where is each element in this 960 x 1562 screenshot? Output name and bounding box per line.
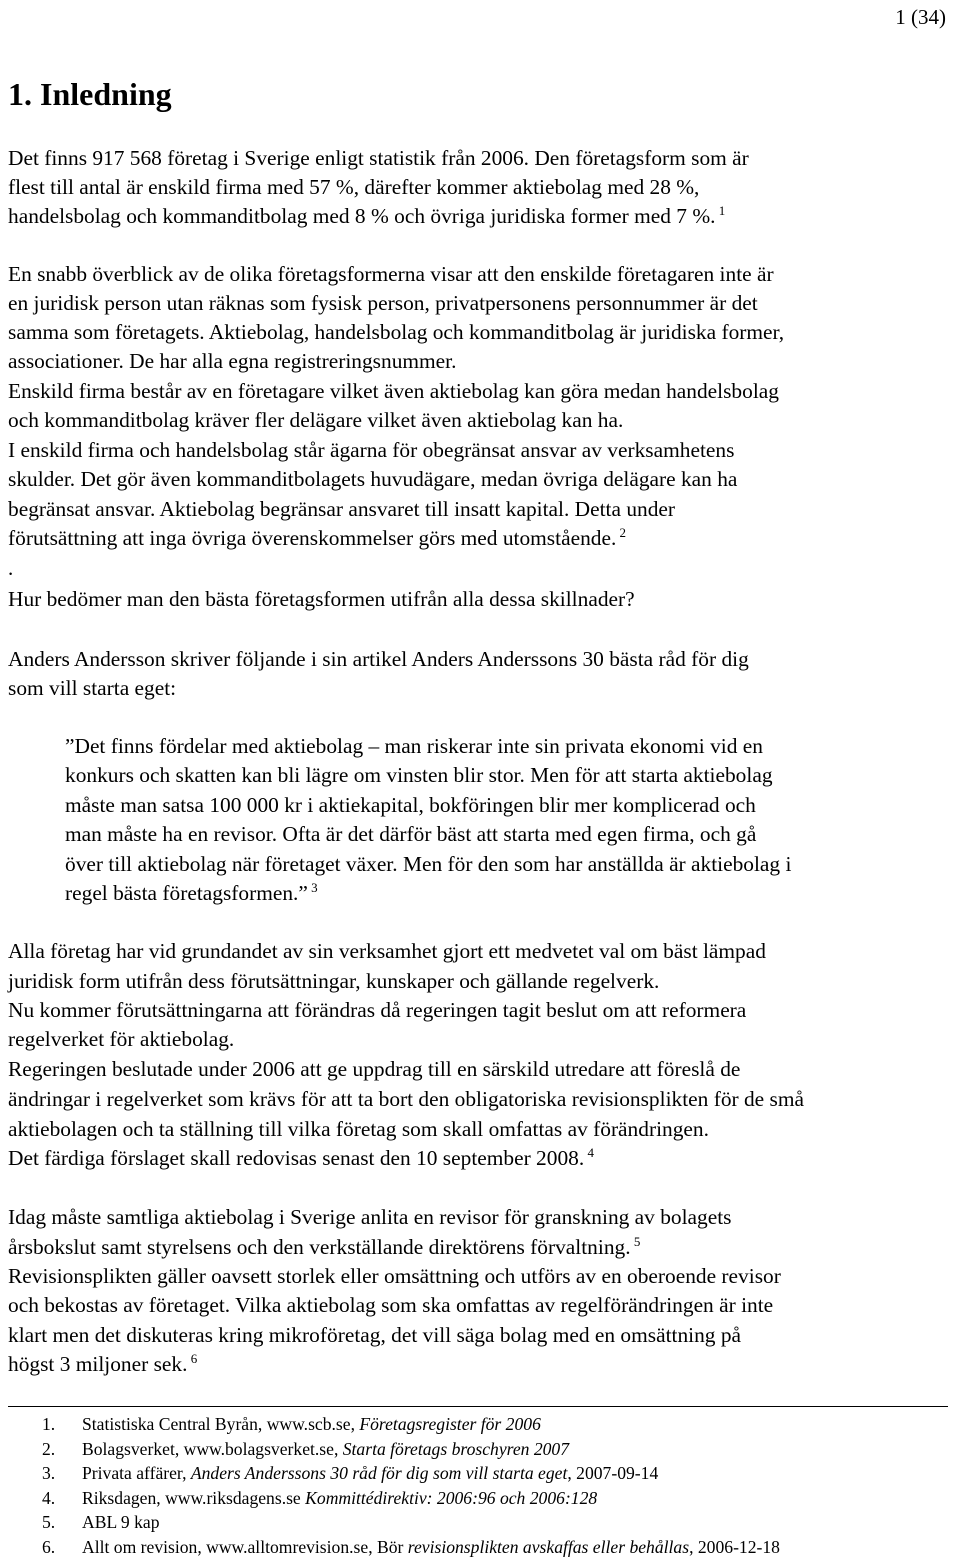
footnote-number: 1.	[42, 1414, 56, 1434]
body-line	[8, 936, 766, 966]
line-text: högst 3 miljoner sek.	[8, 1352, 188, 1376]
footnote-divider	[8, 1406, 948, 1407]
line-text: klart men det diskuteras kring mikroföretag, det vill säga bolag med en omsättning på	[8, 1323, 742, 1347]
body-line	[8, 1202, 732, 1232]
line-text: måste man satsa 100 000 kr i aktiekapital, bokföringen blir mer komplicerad och	[65, 793, 756, 817]
body-line	[8, 1232, 640, 1262]
footnote-ref[interactable]: 3	[307, 879, 318, 895]
footnote-title: Företagsregister för 2006	[359, 1414, 541, 1434]
footnote-ref[interactable]: 6	[187, 1350, 198, 1366]
line-text: Anders Andersson skriver följande i sin artikel Anders Anderssons 30 bästa råd för dig	[8, 647, 749, 671]
line-text: konkurs och skatten kan bli lägre om vinsten blir stor. Men för att starta aktiebolag	[65, 763, 773, 787]
footnote-item	[42, 1535, 780, 1559]
quote-line	[65, 790, 756, 820]
stray-dot: .	[8, 556, 14, 580]
line-text: juridisk form utifrån dess förutsättningar, kunskaper och gällande regelverk.	[8, 969, 660, 993]
line-text: regelverket för aktiebolag.	[8, 1027, 235, 1051]
line-text: en juridisk person utan räknas som fysisk person, privatpersonens personnummer är det	[8, 291, 758, 315]
line-text: årsbokslut samt styrelsens och den verkställande direktörens förvaltning.	[8, 1235, 631, 1259]
body-line	[8, 494, 675, 524]
footnote-date: , 2007-09-14	[567, 1463, 659, 1483]
line-text: associationer. De har alla egna registreringsnummer.	[8, 349, 457, 373]
body-line	[8, 995, 746, 1025]
footnote-number: 2.	[42, 1439, 56, 1459]
quote-line	[65, 819, 756, 849]
line-text: flest till antal är enskild firma med 57 %, därefter kommer aktiebolag med 28 %,	[8, 175, 700, 199]
line-text: aktiebolagen och ta ställning till vilka företag som skall omfattas av förändringen.	[8, 1117, 709, 1141]
line-text: Enskild firma består av en företagare vilket även aktiebolag kan göra medan handelsbolag	[8, 379, 779, 403]
footnote-source: Privata affärer,	[82, 1463, 191, 1483]
footnote-item	[42, 1437, 569, 1461]
body-line	[8, 644, 749, 674]
body-line	[8, 172, 699, 202]
body-line	[8, 317, 784, 347]
line-text: man måste ha en revisor. Ofta är det därför bäst att starta med egen firma, och gå	[65, 822, 757, 846]
line-text: Det finns 917 568 företag i Sverige enligt statistik från 2006. Den företagsform som är	[8, 146, 749, 170]
body-line	[8, 288, 758, 318]
line-text: Nu kommer förutsättningarna att förändras då regeringen tagit beslut om att reformera	[8, 998, 747, 1022]
footnote-ref[interactable]: 2	[616, 524, 627, 540]
body-line	[8, 966, 659, 996]
line-text: över till aktiebolag när företaget växer. Men för den som har anställda är aktiebolag i	[65, 852, 792, 876]
body-line	[8, 1084, 804, 1114]
footnote-source: Riksdagen, www.riksdagens.se	[82, 1488, 306, 1508]
footnote-ref[interactable]: 5	[630, 1233, 641, 1249]
body-line	[8, 1320, 741, 1350]
quote-line	[65, 878, 318, 908]
body-line	[8, 376, 779, 406]
line-text: skulder. Det gör även kommanditbolagets huvudägare, medan övriga delägare kan ha	[8, 467, 738, 491]
footnote-ref[interactable]: 4	[584, 1144, 594, 1160]
footnote-number: 5.	[42, 1512, 56, 1532]
footnote-number: 4.	[42, 1488, 56, 1508]
body-line	[8, 1261, 781, 1291]
footnote-title: Kommittédirektiv: 2006:96 och 2006:128	[305, 1488, 598, 1508]
footnote-title: revisionsplikten avskaffas eller behållas	[407, 1537, 690, 1557]
body-line	[8, 1114, 709, 1144]
footnote-source: Statistiska Central Byrån, www.scb.se,	[82, 1414, 360, 1434]
line-text: som vill starta eget:	[8, 676, 177, 700]
footnote-ref[interactable]: 1	[715, 202, 726, 218]
section-heading: 1. Inledning	[8, 76, 172, 112]
footnote-title: Starta företags broschyren 2007	[342, 1439, 570, 1459]
quote-line	[65, 731, 763, 761]
footnote-number: 6.	[42, 1537, 56, 1557]
line-text: Hur bedömer man den bästa företagsformen utifrån alla dessa skillnader?	[8, 587, 635, 611]
body-line	[8, 143, 749, 173]
body-line	[8, 523, 626, 553]
body-line	[8, 1143, 594, 1173]
body-line	[8, 1349, 197, 1379]
line-text: och bekostas av företaget. Vilka aktiebolag som ska omfattas av regelförändringen är inte	[8, 1293, 774, 1317]
page-number: 1 (34)	[895, 5, 946, 29]
footnote-title: Anders Anderssons 30 råd för dig som vill starta eget	[190, 1463, 568, 1483]
body-line	[8, 1290, 773, 1320]
footnote-item	[42, 1461, 658, 1485]
body-line	[8, 435, 734, 465]
footnote-date: , 2006-12-18	[689, 1537, 780, 1557]
line-text: Regeringen beslutade under 2006 att ge uppdrag till en särskild utredare att föreslå de	[8, 1057, 741, 1081]
line-text: Revisionsplikten gäller oavsett storlek eller omsättning och utförs av en oberoende revisor	[8, 1264, 781, 1288]
footnote-item	[42, 1486, 597, 1510]
line-text: handelsbolag och kommanditbolag med 8 % och övriga juridiska former med 7 %.	[8, 204, 716, 228]
line-text: samma som företagets. Aktiebolag, handelsbolag och kommanditbolag är juridiska former,	[8, 320, 785, 344]
line-text: Det färdiga förslaget skall redovisas senast den 10 september 2008.	[8, 1146, 585, 1170]
line-text: En snabb överblick av de olika företagsformerna visar att den enskilde företagaren inte är	[8, 262, 774, 286]
quote-line	[65, 760, 773, 790]
body-line	[8, 346, 456, 376]
line-text: förutsättning att inga övriga överenskommelser görs med utomstående.	[8, 526, 617, 550]
body-line	[8, 259, 774, 289]
body-line	[8, 201, 725, 231]
body-line	[8, 584, 635, 614]
line-text: regel bästa företagsformen.”	[65, 881, 308, 905]
footnote-source: Bolagsverket, www.bolagsverket.se,	[82, 1439, 343, 1459]
body-line	[8, 405, 623, 435]
footnote-source: Allt om revision, www.alltomrevision.se, Bör	[82, 1537, 408, 1557]
footnote-item	[42, 1412, 541, 1436]
line-text: begränsat ansvar. Aktiebolag begränsar ansvaret till insatt kapital. Detta under	[8, 497, 676, 521]
body-line	[8, 464, 737, 494]
body-line	[8, 673, 176, 703]
line-text: och kommanditbolag kräver fler delägare vilket även aktiebolag kan ha.	[8, 408, 624, 432]
body-line	[8, 1054, 740, 1084]
line-text: Alla företag har vid grundandet av sin verksamhet gjort ett medvetet val om bäst lämpad	[8, 939, 766, 963]
line-text: Idag måste samtliga aktiebolag i Sverige anlita en revisor för granskning av bolagets	[8, 1205, 732, 1229]
line-text: I enskild firma och handelsbolag står ägarna för obegränsat ansvar av verksamhetens	[8, 438, 735, 462]
footnote-source: ABL 9 kap	[82, 1512, 160, 1532]
body-line	[8, 1024, 234, 1054]
footnote-number: 3.	[42, 1463, 56, 1483]
quote-line	[65, 849, 791, 879]
line-text: ”Det finns fördelar med aktiebolag – man riskerar inte sin privata ekonomi vid en	[65, 734, 763, 758]
line-text: ändringar i regelverket som krävs för att ta bort den obligatoriska revisionsplikten för de små	[8, 1087, 804, 1111]
footnote-item	[42, 1510, 160, 1534]
